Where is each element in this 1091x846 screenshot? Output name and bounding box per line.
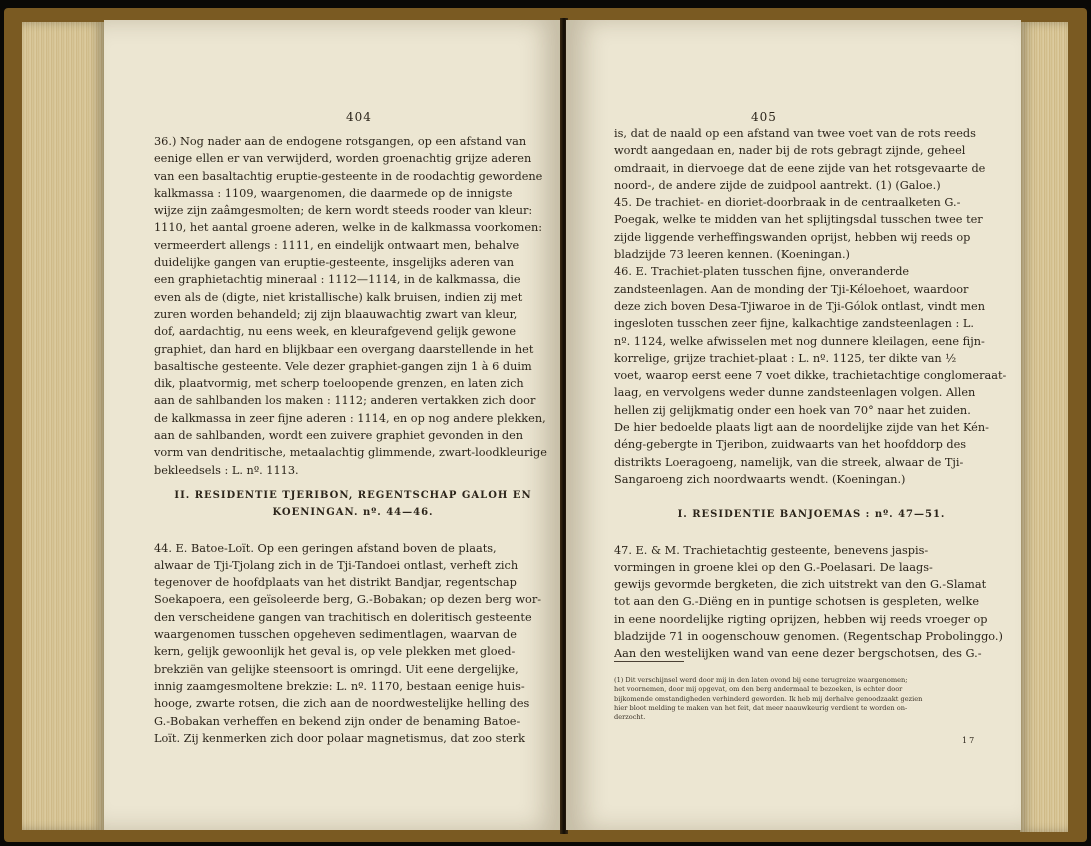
left-page-edges bbox=[22, 22, 104, 830]
text-line: kalkmassa : 1109, waargenomen, die daarmede op de innigste bbox=[154, 186, 513, 200]
text-line: Soekapoera, een geïsoleerde berg, G.-Bobakan; op dezen berg wor- bbox=[154, 593, 542, 607]
text-line: hooge, zwarte rotsen, die zich aan de noordwestelijke helling des bbox=[154, 697, 530, 711]
section-heading-cont: KOENINGAN. nº. 44—46. bbox=[272, 507, 434, 519]
text-line: zuren worden behandeld; zij zijn blaauwachtig zwart van kleur, bbox=[154, 307, 518, 321]
footnote-rule bbox=[614, 661, 684, 662]
right-page-text bbox=[614, 125, 1009, 663]
text-line: aan de sahlbanden los maken : 1112; anderen vertakken zich door bbox=[154, 394, 536, 408]
footnote-line: het voornemen, door mij opgevat, om den berg andermaal te bezoeken, is echter door bbox=[614, 685, 903, 694]
text-line: omdraait, in diervoege dat de eene zijde van het rotsgevaarte de bbox=[614, 161, 986, 175]
text-line: dik, plaatvormig, met scherp toeloopende grenzen, en laten zich bbox=[154, 377, 524, 391]
footnote-line: bijkomende omstandigheden verhinderd geworden. Ik heb mij derhalve genoodzaakt gezien bbox=[614, 694, 923, 703]
text-line: distrikts Loeragoeng, namelijk, van die streek, alwaar de Tji- bbox=[614, 455, 964, 469]
footnote-line: (1) Dit verschijnsel werd door mij in den laten ovond bij eene terugreize waargenomen; bbox=[614, 676, 908, 684]
text-line: van een basaltachtig eruptie-gesteente in de roodachtig gewordene bbox=[154, 169, 543, 183]
text-line: aan de sahlbanden, wordt een zuivere graphiet gevonden in den bbox=[154, 429, 524, 443]
text-line: laag, en vervolgens weder dunne zandsteenlagen volgen. Allen bbox=[614, 386, 976, 400]
text-line: kern, gelijk gewoonlijk het geval is, op vele plekken met gloed- bbox=[154, 645, 516, 659]
text-line: bekleedsels : L. nº. 1113. bbox=[154, 463, 299, 477]
text-line: korrelige, grijze trachiet-plaat : L. nº. 1125, ter dikte van ½ bbox=[614, 351, 957, 365]
text-line: tot aan den G.-Diëng en in puntige schotsen is gespleten, welke bbox=[614, 595, 980, 609]
spacer bbox=[614, 524, 1009, 542]
text-line: Aan den westelijken wand van eene dezer bergschotsen, des G.- bbox=[614, 647, 982, 661]
text-line: een graphietachtig mineraal : 1112—1114, in de kalkmassa, die bbox=[154, 273, 521, 287]
text-line: bladzijde 73 leeren kennen. (Koeningan.) bbox=[614, 248, 850, 262]
left-page-text bbox=[154, 133, 552, 747]
text-line: innig zaamgesmoltene brekzie: L. nº. 1170, bestaan eenige huis- bbox=[154, 679, 525, 693]
text-line: gewijs gevormde bergketen, die zich uitstrekt van den G.-Slamat bbox=[614, 578, 987, 592]
text-line: duidelijke gangen van eruptie-gesteente, insgelijks aderen van bbox=[154, 256, 515, 270]
text-line: waargenomen tusschen opgeheven sedimentlagen, waarvan de bbox=[154, 628, 517, 642]
text-line: De hier bedoelde plaats ligt aan de noordelijke zijde van het Kén- bbox=[614, 421, 989, 435]
text-line: vorm van dendritische, metaalachtig glimmende, zwart-loodkleurige bbox=[154, 446, 547, 460]
text-line: vermeerdert allengs : 1111, en eindelijk ontwaart men, behalve bbox=[154, 238, 520, 252]
text-line: hellen zij gelijkmatig onder een hoek van 70° naar het zuiden. bbox=[614, 403, 971, 417]
text-line: 1110, het aantal groene aderen, welke in de kalkmassa voorkomen: bbox=[154, 221, 543, 235]
text-line: den verscheidene gangen van trachitisch en doleritisch gesteente bbox=[154, 610, 532, 624]
section-heading: II. RESIDENTIE TJERIBON, REGENTSCHAP GALOH EN bbox=[174, 489, 532, 501]
text-line: deze zich boven Desa-Tjiwaroe in de Tji-Gólok ontlast, vindt men bbox=[614, 299, 986, 313]
text-line: even als de (digte, niet kristallische) kalk bruisen, indien zij met bbox=[154, 290, 523, 304]
text-line: 44. E. Batoe-Loït. Op een geringen afstand boven de plaats, bbox=[154, 541, 497, 555]
text-line: in eene noordelijke rigting oprijzen, hebben wij reeds vroeger op bbox=[614, 612, 988, 626]
text-line: voet, waarop eerst eene 7 voet dikke, trachietachtige conglomeraat- bbox=[614, 369, 1007, 383]
text-line: wijze zijn zaâmgesmolten; de kern wordt steeds rooder van kleur: bbox=[154, 204, 533, 218]
text-line: de kalkmassa in zeer fijne aderen : 1114, en op nog andere plekken, bbox=[154, 411, 546, 425]
text-line: graphiet, dan hard en blijkbaar een overgang daarstellende in het bbox=[154, 342, 534, 356]
footnote bbox=[614, 676, 1009, 722]
text-line: 36.) Nog nader aan de endogene rotsgangen, op een afstand van bbox=[154, 135, 527, 148]
text-line: is, dat de naald op een afstand van twee voet van de rots reeds bbox=[614, 127, 976, 140]
right-page bbox=[566, 20, 1021, 830]
right-page-edges bbox=[1020, 22, 1068, 832]
signature-mark: 17 bbox=[962, 736, 977, 745]
text-line: vormingen in groene klei op den G.-Poelasari. De laags- bbox=[614, 560, 933, 574]
text-line: bladzijde 71 in oogenschouw genomen. (Regentschap Probolinggo.) bbox=[614, 630, 1003, 644]
section-heading: I. RESIDENTIE BANJOEMAS : nº. 47—51. bbox=[677, 509, 946, 521]
text-line: 46. E. Trachiet-platen tusschen fijne, onveranderde bbox=[614, 265, 910, 279]
text-line: dof, aardachtig, nu eens week, en kleurafgevend gelijk gewone bbox=[154, 325, 517, 339]
footnote-line: derzocht. bbox=[614, 713, 646, 722]
text-line: Poegak, welke te midden van het splijtingsdal tusschen twee ter bbox=[614, 213, 983, 227]
spacer bbox=[154, 522, 552, 540]
footnote-line: hier bloot melding te maken van het feit, dat meer naauwkeurig verdient te worden on- bbox=[614, 703, 908, 712]
text-line: déng-gebergte in Tjeribon, zuidwaarts van het hoofddorp des bbox=[614, 438, 967, 452]
text-line: 47. E. & M. Trachietachtig gesteente, benevens jaspis- bbox=[614, 543, 929, 557]
text-line: tegenover de hoofdplaats van het distrikt Bandjar, regentschap bbox=[154, 576, 517, 590]
text-line: Sangaroeng zich noordwaarts wendt. (Koeningan.) bbox=[614, 472, 906, 486]
page-number-left: 404 bbox=[346, 110, 372, 124]
left-page bbox=[104, 20, 562, 830]
spacer bbox=[614, 488, 1009, 506]
text-line: noord-, de andere zijde de zuidpool aantrekt. (1) (Galoe.) bbox=[614, 178, 941, 192]
text-line: brekziën van gelijke steensoort is omringd. Uit eene dergelijke, bbox=[154, 662, 519, 676]
text-line: 45. De trachiet- en dioriet-doorbraak in de centraalketen G.- bbox=[614, 196, 961, 210]
text-line: G.-Bobakan verheffen en bekend zijn onder de benaming Batoe- bbox=[154, 714, 521, 728]
text-line: basaltische gesteente. Vele dezer graphiet-gangen zijn 1 à 6 duim bbox=[154, 359, 532, 373]
text-line: zijde liggende verheffingswanden oprijst, hebben wij reeds op bbox=[614, 230, 971, 244]
text-line: alwaar de Tji-Tjolang zich in de Tji-Tandoei ontlast, verheft zich bbox=[154, 558, 519, 572]
text-line: nº. 1124, welke afwisselen met nog dunnere kleilagen, eene fijn- bbox=[614, 334, 985, 348]
text-line: Loït. Zij kenmerken zich door polaar magnetismus, dat zoo sterk bbox=[154, 731, 525, 745]
text-line: wordt aangedaan en, nader bij de rots gebragt zijnde, geheel bbox=[614, 144, 966, 158]
page-number-right: 405 bbox=[751, 110, 777, 124]
text-line: ingesloten tusschen zeer fijne, kalkachtige zandsteenlagen : L. bbox=[614, 317, 975, 331]
text-line: zandsteenlagen. Aan de monding der Tji-Kéloehoet, waardoor bbox=[614, 282, 969, 296]
text-line: eenige ellen er van verwijderd, worden groenachtig grijze aderen bbox=[154, 152, 532, 166]
